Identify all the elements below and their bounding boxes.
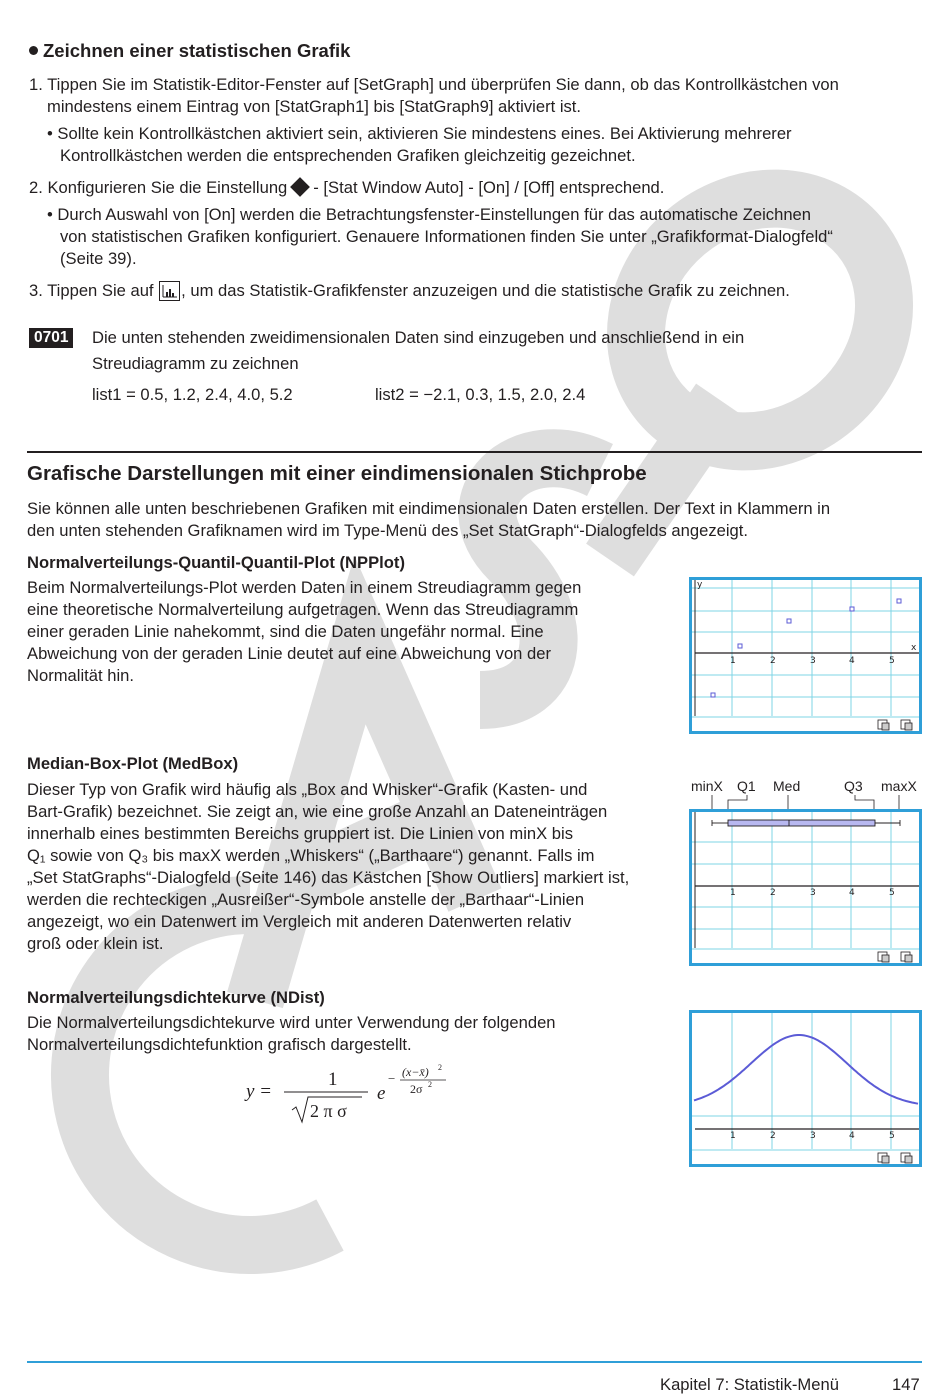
ndist-tick-label: 1 [730,1131,736,1141]
medbox-heading: Median-Box-Plot (MedBox) [27,754,239,773]
section-2-heading: Grafische Darstellungen mit einer eindimensionalen Stichprobe [27,462,647,485]
step-1-line-1: 1. Tippen Sie im Statistik-Editor-Fenster auf [SetGraph] und überprüfen Sie dann, ob das Kontrollkästchen von [29,75,839,94]
medbox-line: Dieser Typ von Grafik wird häufig als „Box and Whisker“-Grafik (Kasten- und [27,780,588,799]
step-2-text-post: - [Stat Window Auto] - [On] / [Off] entsprechend. [313,178,665,197]
medbox-label-maxx: maxX [881,778,917,794]
ndist-screen [689,1010,922,1167]
formula-exp-sign: − [388,1071,396,1086]
bullet-dot-icon [29,46,38,55]
example-list1: list1 = 0.5, 1.2, 2.4, 4.0, 5.2 [92,385,293,404]
npplot-graph [692,580,919,731]
ndist-tick-label: 5 [889,1131,895,1141]
medbox-copy-icon[interactable] [878,952,889,962]
npplot-point [738,644,742,648]
ndist-tick-label: 3 [810,1131,816,1141]
step-1-bullet-line-2: Kontrollkästchen werden die entsprechenden Grafiken gleichzeitig gezeichnet. [60,146,636,165]
settings-diamond-icon [290,177,310,197]
medbox-callouts [689,776,922,810]
npplot-paragraph [27,577,581,687]
medbox-line: innerhalb eines bestimmten Bereichs gruppiert ist. Die Linien von minX bis [27,824,574,843]
npplot-point [897,599,901,603]
medbox-graph [692,812,919,963]
npplot-screen [689,577,922,734]
section-2-intro-line-2: den unten stehenden Grafiknamen wird im Type-Menü des „Set StatGraph“-Dialogfelds angezeigt. [27,521,749,540]
medbox-tick-label: 1 [730,888,736,898]
npplot-point [711,693,715,697]
npplot-tick-label: 5 [889,656,895,666]
npplot-axis-y-label: y [697,580,703,590]
example-line-2: Streudiagramm zu zeichnen [92,354,299,373]
formula-exp-den: 2σ [410,1082,423,1096]
formula-numerator: 1 [328,1069,338,1090]
medbox-tick-label: 5 [889,888,895,898]
ndist-tick-label: 2 [770,1131,776,1141]
ndist-copy-icon[interactable] [878,1153,889,1163]
step-1-line-2: mindestens einem Eintrag von [StatGraph1] bis [StatGraph9] aktiviert ist. [47,97,582,116]
step-3-line [29,280,790,302]
footer-page-number: 147 [892,1375,920,1394]
medbox-label-minx: minX [691,778,723,794]
section-heading: Zeichnen einer statistischen Grafik [29,40,350,62]
medbox-line: angezeigt, wo ein Datenwert im Vergleich mit anderen Datenwerten relativ [27,912,572,931]
medbox-label-med: Med [773,778,801,794]
step-2-line [29,177,664,199]
formula-lhs: y = [246,1081,273,1102]
section-2-intro-line-1: Sie können alle unten beschriebenen Grafiken mit eindimensionalen Daten erstellen. Der Text in Klammern in [27,499,831,518]
medbox-line: werden die rechteckigen „Ausreißer“-Symbole anstelle der „Barthaar“-Linien [27,890,585,909]
npplot-tick-label: 3 [810,656,816,666]
ndist-line-1: Die Normalverteilungsdichtekurve wird unter Verwendung der folgenden [27,1013,556,1032]
section-divider [27,451,922,453]
ndist-paste-icon[interactable] [901,1153,912,1163]
medbox-line: groß oder klein ist. [27,934,164,953]
npplot-line: eine theoretische Normalverteilung aufgetragen. Wenn das Streudiagramm [27,600,579,619]
npplot-heading: Normalverteilungs-Quantil-Quantil-Plot (NPPlot) [27,553,405,572]
medbox-screen [689,809,922,966]
npplot-tick-label: 1 [730,656,736,666]
medbox-label-q3: Q3 [844,778,863,794]
medbox-line: „Set StatGraphs“-Dialogfeld (Seite 146) das Kästchen [Show Outliers] markiert ist, [27,868,630,887]
npplot-line: Abweichung von der geraden Linie deutet auf eine Abweichung von der [27,644,552,663]
medbox-paste-icon[interactable] [901,952,912,962]
npplot-line: Beim Normalverteilungs-Plot werden Daten in einem Streudiagramm gegen [27,578,582,597]
step-1-bullet-line-1: • Sollte kein Kontrollkästchen aktiviert sein, aktivieren Sie mindestens eines. Bei Aktivierung mehrerer [47,124,792,143]
ndist-graph [692,1013,919,1164]
ndist-curve [694,1035,918,1104]
medbox-tick-label: 4 [849,888,855,898]
step-3-text-pre: 3. Tippen Sie auf [29,281,154,300]
npplot-point [850,607,854,611]
medbox-paragraph [27,779,629,955]
step-3-text-post: , um das Statistik-Grafikfenster anzuzeigen und die statistische Grafik zu zeichnen. [181,281,790,300]
formula-base: e [377,1083,386,1104]
npplot-line: einer geraden Linie nahekommt, sind die Daten ungefähr normal. Eine [27,622,544,641]
step-2-bullet-line-3: (Seite 39). [60,249,137,268]
ndist-formula [240,1060,460,1130]
example-badge: 0701 [29,328,73,348]
npplot-line: Normalität hin. [27,666,134,685]
npplot-copy-icon[interactable] [878,720,889,730]
medbox-tick-label: 2 [770,888,776,898]
step-2-text-pre: 2. Konfigurieren Sie die Einstellung [29,178,288,197]
example-line-1: Die unten stehenden zweidimensionalen Daten sind einzugeben und anschließend in ein [92,328,745,347]
medbox-line: Bart-Grafik) bezeichnet. Sie zeigt an, wie eine große Anzahl an Dateneinträgen [27,802,608,821]
ndist-heading: Normalverteilungsdichtekurve (NDist) [27,988,325,1007]
formula-exp-num-power: 2 [438,1063,442,1072]
formula-denominator: 2 π σ [310,1101,347,1121]
npplot-point [787,619,791,623]
formula-exp-num: (x−x̄) [402,1065,429,1079]
npplot-axis-x-label: x [911,643,917,653]
medbox-label-q1: Q1 [737,778,756,794]
npplot-tick-label: 4 [849,656,855,666]
ndist-line-2: Normalverteilungsdichtefunktion grafisch dargestellt. [27,1035,412,1054]
medbox-tick-label: 3 [810,888,816,898]
npplot-tick-label: 2 [770,656,776,666]
ndist-tick-label: 4 [849,1131,855,1141]
step-2-bullet-line-2: von statistischen Grafiken konfiguriert. Genauere Informationen finden Sie unter „Grafikformat-Dialogfeld“ [60,227,833,246]
footer-chapter: Kapitel 7: Statistik-Menü [660,1375,839,1394]
footer-rule [27,1361,922,1363]
step-2-bullet-line-1: • Durch Auswahl von [On] werden die Betrachtungsfenster-Einstellungen für das automatische Zeichnen [47,205,812,224]
formula-exp-den-power: 2 [428,1080,432,1089]
npplot-paste-icon[interactable] [901,720,912,730]
example-list2: list2 = −2.1, 0.3, 1.5, 2.0, 2.4 [375,385,586,404]
medbox-box [728,820,875,826]
medbox-line: Q₁ sowie von Q₃ bis maxX werden „Whiskers“ („Barthaare“) genannt. Falls im [27,846,595,865]
stat-graph-icon [159,281,180,301]
